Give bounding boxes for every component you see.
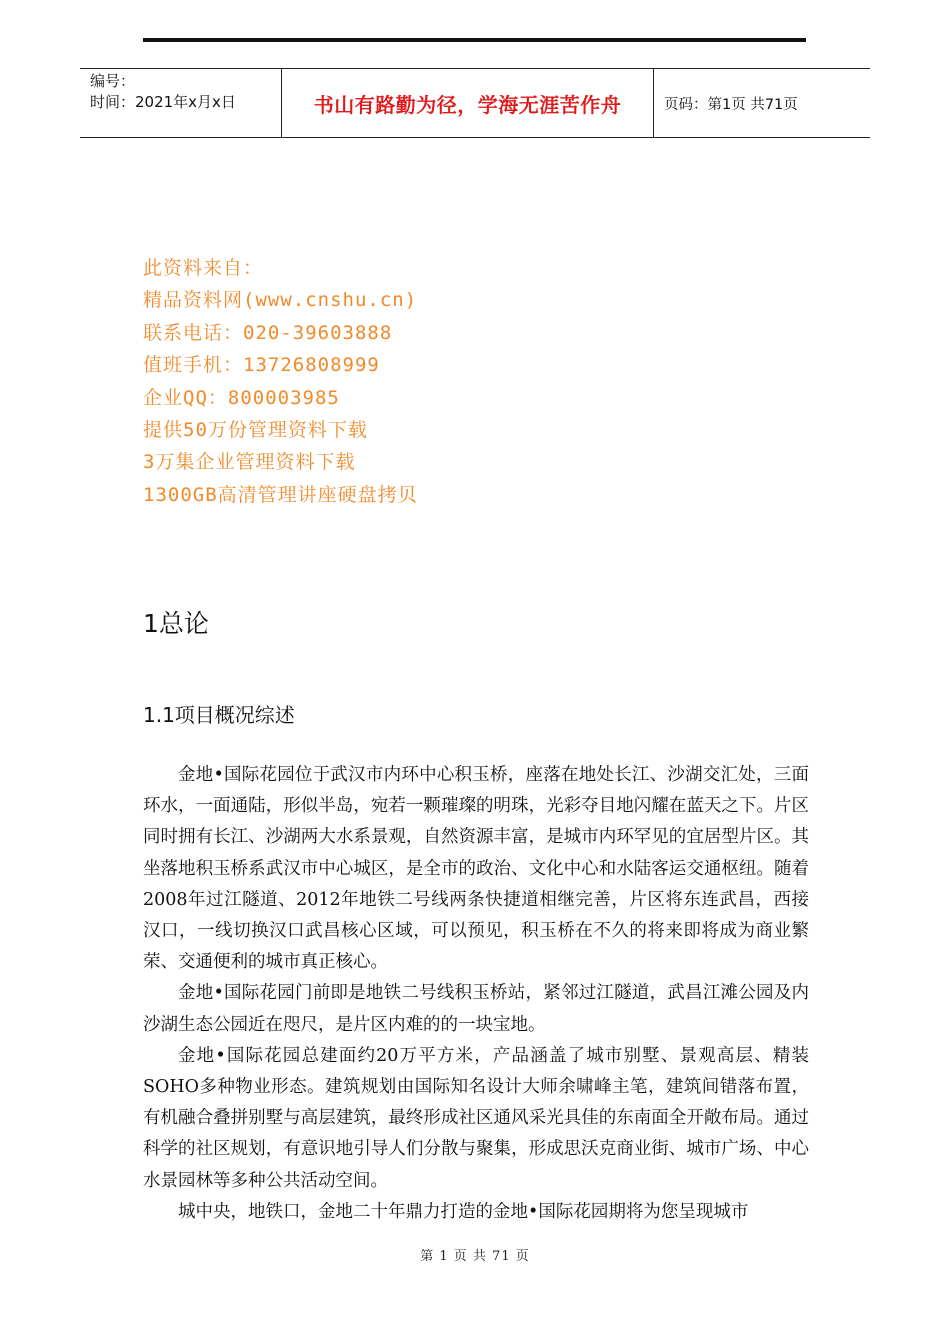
date-label: 时间：2021年x月x日 — [90, 93, 236, 111]
body-text — [143, 760, 809, 1228]
header-page-info: 页码：第1页 共71页 — [664, 96, 798, 113]
header-meta — [80, 69, 282, 137]
ad-line: 3万集企业管理资料下载 — [143, 451, 356, 474]
paragraph: 金地•国际花园门前即是地铁二号线积玉桥站，紧邻过江隧道，武昌江滩公园及内沙湖生态公园近在咫尺，是片区内难的的一块宝地。 — [143, 983, 809, 1035]
ad-line: 提供50万份管理资料下载 — [143, 419, 368, 442]
top-rule — [143, 38, 806, 42]
page-footer: 第 1 页 共 71 页 — [420, 1249, 530, 1264]
header-table — [80, 68, 870, 138]
header-motto: 书山有路勤为径，学海无涯苦作舟 — [282, 69, 654, 137]
ad-line: 1300GB高清管理讲座硬盘拷贝 — [143, 483, 418, 506]
section-title: 1总论 — [143, 609, 209, 638]
ad-line-website: 精品资料网(www.cnshu.cn) — [143, 289, 418, 312]
number-label: 编号： — [90, 72, 136, 90]
paragraph: 城中央，地铁口，金地二十年鼎力打造的金地•国际花园期将为您呈现城市 — [178, 1201, 749, 1222]
ad-line-mobile: 值班手机：13726808999 — [143, 354, 380, 377]
ad-line: 此资料来自： — [143, 257, 264, 279]
section-subtitle: 1.1项目概况综述 — [143, 703, 295, 727]
ad-line-phone: 联系电话：020-39603888 — [143, 321, 393, 344]
paragraph: 金地•国际花园总建面约20万平方米，产品涵盖了城市别墅、景观高层、精装SOHO多种物业形态。建筑规划由国际知名设计大师余啸峰主笔，建筑间错落布置，有机融合叠拼别墅与高层建筑，最终形成社区通风采光具佳的东南面全开敞布局。通过科学的社区规划，有意识地引导人们分散与聚集，形成思沃克商业街、城市广场、中心水景园林等多种公共活动空间。 — [143, 1045, 809, 1191]
source-ad-block — [143, 252, 418, 511]
ad-line-qq: 企业QQ：800003985 — [143, 386, 340, 409]
paragraph: 金地•国际花园位于武汉市内环中心积玉桥，座落在地处长江、沙湖交汇处，三面环水，一面通陆，形似半岛，宛若一颗璀璨的明珠，光彩夺目地闪耀在蓝天之下。片区同时拥有长江、沙湖两大水系景观，自然资源丰富，是城市内环罕见的宜居型片区。其坐落地积玉桥系武汉市中心城区，是全市的政治、文化中心和水陆客运交通枢纽。随着2008年过江隧道、2012年地铁二号线两条快捷道相继完善，片区将东连武昌，西接汉口，一线切换汉口武昌核心区域，可以预见，积玉桥在不久的将来即将成为商业繁荣、交通便利的城市真正核心。 — [143, 765, 809, 973]
